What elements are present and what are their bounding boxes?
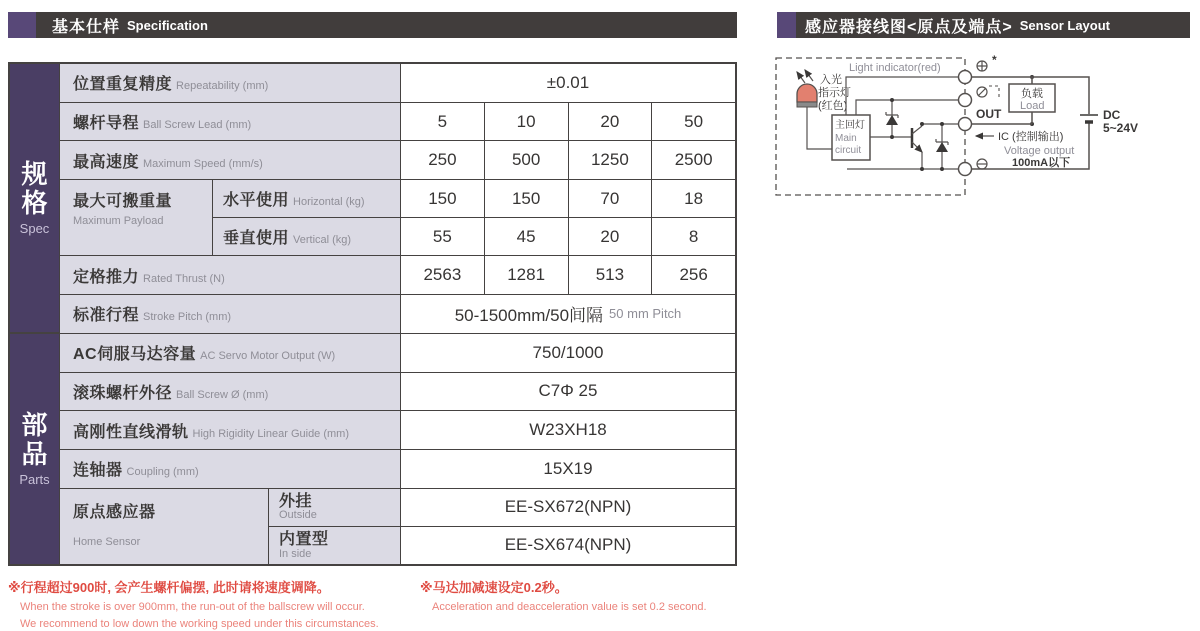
label-stroke-pitch xyxy=(60,295,400,333)
label-outside xyxy=(268,489,400,526)
label-zh: 连轴器 xyxy=(73,462,123,480)
label-zh: 最大可搬重量 xyxy=(73,193,173,211)
label-rated-thrust xyxy=(60,256,400,294)
out-terminal-label: OUT xyxy=(976,107,1002,121)
footnote-accel-zh: ※马达加减速设定0.2秒。 xyxy=(420,580,568,595)
value-repeatability: ±0.01 xyxy=(400,64,735,102)
row-linear-guide xyxy=(60,411,735,450)
ic-label: IC (控制输出) xyxy=(998,131,1064,143)
value-stroke-pitch xyxy=(400,295,735,333)
value-outside: EE-SX672(NPN) xyxy=(400,489,735,526)
row-ball-screw-lead xyxy=(60,103,735,142)
led-label-3: (红色) xyxy=(818,100,848,112)
value-cell: 250 xyxy=(400,141,484,179)
load-label-zh: 负载 xyxy=(1021,88,1043,100)
label-zh: 外挂 xyxy=(279,492,313,510)
value-cell: 20 xyxy=(568,218,652,255)
label-ball-screw-od xyxy=(60,373,400,411)
value-cell: 20 xyxy=(568,103,652,141)
value-cell: 2500 xyxy=(651,141,735,179)
label-en: Ball Screw Lead (mm) xyxy=(143,119,252,132)
value-cell: 5 xyxy=(400,103,484,141)
value-servo-output: 750/1000 xyxy=(400,334,735,372)
value-cell: 1281 xyxy=(484,256,568,294)
value-cell: 8 xyxy=(651,218,735,255)
led-icon xyxy=(797,70,817,107)
value-cell: 500 xyxy=(484,141,568,179)
specification-header-bar xyxy=(8,12,737,38)
main-circuit-zh: 主回灯 xyxy=(835,120,865,131)
value-cell: 70 xyxy=(568,180,652,217)
label-repeatability xyxy=(60,64,400,102)
sidebar-spec-en: Spec xyxy=(19,221,50,237)
terminal-plus xyxy=(959,71,972,84)
label-en: Vertical (kg) xyxy=(293,234,352,247)
zener-diode-icon xyxy=(936,124,948,169)
footnote-accel xyxy=(420,577,707,616)
row-inside xyxy=(268,527,735,564)
label-en: Stroke Pitch (mm) xyxy=(143,311,232,324)
header-accent-square xyxy=(777,12,796,38)
row-max-payload xyxy=(60,180,735,256)
sidebar-parts-en: Parts xyxy=(19,472,50,488)
main-circuit-en1: Main xyxy=(835,133,857,144)
label-en: Maximum Payload xyxy=(73,215,164,228)
led-wire xyxy=(807,107,832,149)
footnote-stroke xyxy=(8,577,379,631)
row-servo-output xyxy=(60,334,735,373)
main-circuit-en2: circuit xyxy=(835,145,862,156)
label-zh: 滚珠螺杆外径 xyxy=(73,384,173,402)
specification-table xyxy=(8,62,737,566)
asterisk-mark: * xyxy=(992,53,997,67)
label-en: High Rigidity Linear Guide (mm) xyxy=(192,427,350,440)
current-limit-label: 100mA以下 xyxy=(1012,157,1071,169)
row-repeatability xyxy=(60,64,735,103)
label-zh: 标准行程 xyxy=(73,307,140,325)
value-zh: 50-1500mm/50间隔 xyxy=(454,306,604,326)
label-zh: 最高速度 xyxy=(73,153,140,171)
label-vertical xyxy=(212,218,400,255)
row-horizontal xyxy=(212,180,735,218)
label-coupling xyxy=(60,450,400,488)
value-cell: 55 xyxy=(400,218,484,255)
row-rated-thrust xyxy=(60,256,735,295)
specification-title-en: Specification xyxy=(127,17,208,33)
value-cell: 256 xyxy=(651,256,735,294)
sidebar-section-parts xyxy=(10,334,59,564)
footnote-stroke-zh: ※行程超过900时, 会产生螺杆偏摆, 此时请将速度调降。 xyxy=(8,580,330,595)
label-zh: AC伺服马达容量 xyxy=(73,346,197,364)
value-en: 50 mm Pitch xyxy=(609,306,682,322)
row-max-speed xyxy=(60,141,735,180)
terminal-common xyxy=(959,94,972,107)
label-en: In side xyxy=(279,547,312,560)
terminal-minus xyxy=(959,163,972,176)
common-circle-icon xyxy=(977,86,999,100)
header-accent-square xyxy=(8,12,36,38)
label-ball-screw-lead xyxy=(60,103,400,141)
footnote-stroke-en2: We recommend to low down the working speed under this circumstances. xyxy=(20,617,379,630)
value-cell: 150 xyxy=(400,180,484,217)
label-zh: 高刚性直线滑轨 xyxy=(73,423,189,441)
sensor-layout-title-zh: 感应器接线图<原点及端点> xyxy=(805,18,1013,36)
label-zh: 垂直使用 xyxy=(223,230,290,248)
sidebar-parts-zh: 部品 xyxy=(21,409,48,470)
zener-diode-icon xyxy=(886,100,898,137)
sensor-layout-title-en: Sensor Layout xyxy=(1019,17,1110,33)
voltage-output-label: Voltage output xyxy=(1004,145,1075,157)
label-horizontal xyxy=(212,180,400,217)
label-en: Ball Screw Ø (mm) xyxy=(176,388,269,401)
label-zh: 螺杆导程 xyxy=(73,115,140,133)
label-en: Rated Thrust (N) xyxy=(143,272,225,285)
row-home-sensor xyxy=(60,489,735,564)
specification-title-zh: 基本仕样 xyxy=(52,18,121,36)
value-linear-guide: W23XH18 xyxy=(400,411,735,449)
value-cell: 18 xyxy=(651,180,735,217)
label-zh: 水平使用 xyxy=(223,192,290,210)
label-servo-output xyxy=(60,334,400,372)
value-cell: 10 xyxy=(484,103,568,141)
value-coupling: 15X19 xyxy=(400,450,735,488)
row-coupling xyxy=(60,450,735,489)
sensor-wiring-diagram xyxy=(772,52,1192,202)
payload-sub-rows xyxy=(212,180,735,255)
terminal-out xyxy=(959,118,972,131)
value-inside: EE-SX674(NPN) xyxy=(400,527,735,564)
value-ball-screw-od: C7Φ 25 xyxy=(400,373,735,411)
dc-range-label: 5~24V xyxy=(1103,121,1139,135)
label-max-speed xyxy=(60,141,400,179)
row-vertical xyxy=(212,218,735,255)
table-rows xyxy=(60,64,735,564)
value-cell: 45 xyxy=(484,218,568,255)
load-label-en: Load xyxy=(1020,100,1045,112)
value-cell: 2563 xyxy=(400,256,484,294)
minus-circle-icon xyxy=(977,159,987,169)
row-stroke-pitch xyxy=(60,295,735,334)
label-en: AC Servo Motor Output (W) xyxy=(200,350,336,363)
label-home-sensor xyxy=(60,489,268,564)
label-max-payload xyxy=(60,180,212,255)
label-linear-guide xyxy=(60,411,400,449)
out-wire-internal xyxy=(922,124,958,126)
value-cell: 1250 xyxy=(568,141,652,179)
label-en: Home Sensor xyxy=(73,535,141,548)
label-zh: 定格推力 xyxy=(73,268,140,286)
label-en: Outside xyxy=(279,509,317,522)
dc-label: DC xyxy=(1103,108,1121,122)
label-en: Horizontal (kg) xyxy=(293,196,365,209)
home-sensor-sub-rows xyxy=(268,489,735,564)
sensor-layout-header-bar xyxy=(777,12,1190,38)
value-cell: 513 xyxy=(568,256,652,294)
table-sidebar xyxy=(10,64,60,564)
value-cell: 150 xyxy=(484,180,568,217)
value-cell: 50 xyxy=(651,103,735,141)
label-en: Coupling (mm) xyxy=(126,466,199,479)
label-zh: 内置型 xyxy=(279,531,329,549)
led-label-1: 入光 xyxy=(820,74,842,86)
label-inside xyxy=(268,527,400,564)
sidebar-spec-zh: 规格 xyxy=(21,158,48,219)
footnote-accel-en: Acceleration and deacceleration value is set 0.2 second. xyxy=(432,601,707,613)
transistor-icon xyxy=(912,126,922,169)
plus-circle-icon xyxy=(977,61,987,71)
footnote-stroke-en1: When the stroke is over 900mm, the run-out of the ballscrew will occur. xyxy=(20,601,365,613)
label-zh: 位置重复精度 xyxy=(73,76,173,94)
common-wire xyxy=(856,100,958,115)
plus-wire xyxy=(846,77,958,115)
light-indicator-label: Light indicator(red) xyxy=(849,62,941,74)
battery-icon xyxy=(1080,115,1098,122)
sidebar-section-spec xyxy=(10,64,59,334)
row-ball-screw-od xyxy=(60,373,735,412)
label-en: Repeatability (mm) xyxy=(176,80,269,93)
label-en: Maximum Speed (mm/s) xyxy=(143,157,263,170)
row-outside xyxy=(268,489,735,527)
led-label-2: 指示灯 xyxy=(818,87,851,99)
label-zh: 原点感应器 xyxy=(73,503,156,521)
